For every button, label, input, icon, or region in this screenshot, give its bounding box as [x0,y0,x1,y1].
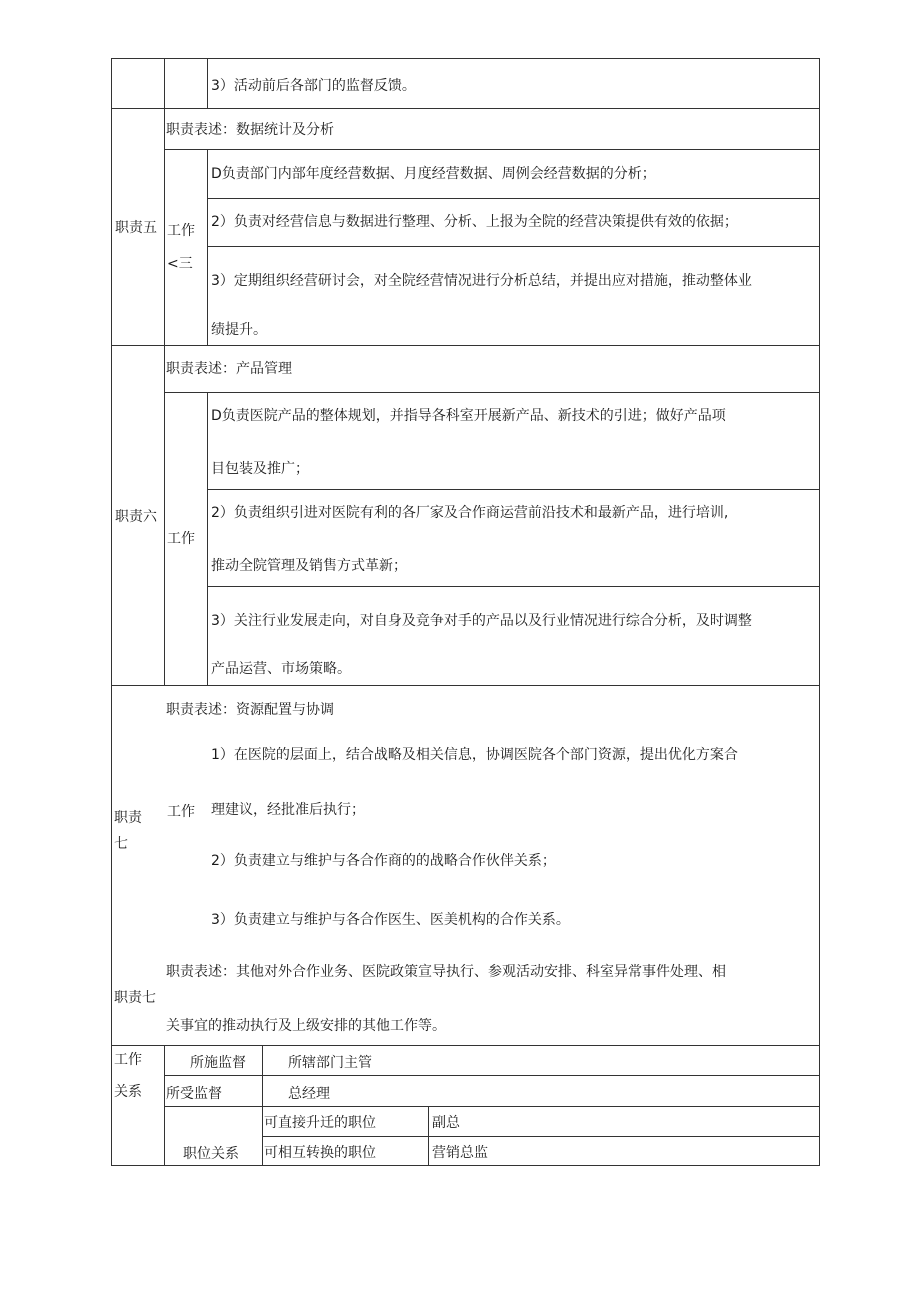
duty5-item-2: 2）负责对经营信息与数据进行整理、分析、上报为全院的经营决策提供有效的依据； [211,214,738,230]
position-divider [262,1136,820,1137]
promote-value: 副总 [432,1115,460,1131]
relations-label: 工作 [114,1052,142,1068]
col-divider-b [207,149,208,345]
relations-label-2: 关系 [114,1084,142,1100]
duty7-item-2: 2）负责建立与维护与各合作商的的战略合作伙伴关系； [211,853,556,869]
transfer-value: 营销总监 [432,1145,488,1161]
relation-divider [164,1075,820,1076]
duty7-work-label: 工作 [167,804,195,820]
row-divider [111,345,820,346]
duty7b-description: 职责表述：其他对外合作业务、医院政策宣导执行、参观活动安排、科室异常事件处理、相 [166,964,726,980]
item-divider [207,489,820,490]
duty6-item-1: D负责医院产品的整体规划，并指导各科室开展新产品、新技术的引进；做好产品项 [211,408,726,424]
duty5-item-1: D负责部门内部年度经营数据、月度经营数据、周例会经营数据的分析； [211,166,656,182]
relation-divider [164,1106,820,1107]
supervised-label: 所受监督 [166,1086,222,1102]
item-divider [207,246,820,247]
row-divider [111,685,820,686]
table-border-top [111,58,820,59]
duty6-item-2: 2）负责组织引进对医院有利的各厂家及合作商运营前沿技术和最新产品，进行培训, [211,505,729,521]
duty7-label: 职责 [114,810,142,826]
duty6-work-label: 工作 [167,531,195,547]
position-label: 职位关系 [183,1146,239,1162]
col-divider-a [164,58,165,108]
duty5-item-3: 3）定期组织经营研讨会，对全院经营情况进行分析总结，并提出应对措施，推动整体业 [211,273,752,289]
duty7-item-1-cont: 理建议，经批准后执行； [211,802,365,818]
duty6-item-3-cont: 产品运营、市场策略。 [211,661,351,677]
col-divider-a [164,108,165,345]
supervise-label: 所施监督 [190,1055,246,1071]
col-divider-b [207,392,208,685]
row-divider [111,1045,820,1046]
supervise-value: 所辖部门主管 [288,1055,372,1071]
duty5-work-label: 工作 [167,223,195,239]
duty7-item-3: 3）负责建立与维护与各合作医生、医美机构的合作关系。 [211,912,570,928]
duty6-item-3: 3）关注行业发展走向，对自身及竞争对手的产品以及行业情况进行综合分析，及时调整 [211,613,752,629]
item-divider [207,586,820,587]
top-item-3: 3）活动前后各部门的监督反馈。 [211,78,416,94]
duty6-label: 职责六 [115,509,157,525]
promote-label: 可直接升迁的职位 [264,1115,376,1131]
col-divider-b [207,58,208,108]
duty7b-description-cont: 关事宜的推动执行及上级安排的其他工作等。 [166,1018,446,1034]
item-divider [207,198,820,199]
table-border-left [111,58,112,1166]
duty7b-label: 职责七 [114,990,156,1006]
duty5-work-label-2: <三 [167,256,193,272]
duty7-item-1: 1）在医院的层面上，结合战略及相关信息，协调医院各个部门资源，提出优化方案合 [211,747,738,763]
desc-divider [164,149,820,150]
row-divider [111,108,820,109]
duty7-label-2: 七 [114,836,128,852]
duty6-item-2-cont: 推动全院管理及销售方式革新； [211,558,407,574]
col-divider-a [164,345,165,685]
desc-divider [164,392,820,393]
duty6-item-1-cont: 目包装及推广； [211,461,309,477]
duty7-description: 职责表述：资源配置与协调 [166,702,334,718]
duty5-label: 职责五 [115,220,157,236]
transfer-label: 可相互转换的职位 [264,1145,376,1161]
supervised-value: 总经理 [288,1086,330,1102]
duty5-description: 职责表述：数据统计及分析 [166,122,334,138]
table-border-bottom [111,1165,820,1166]
table-border-right [819,58,820,1166]
duty5-item-3-cont: 绩提升。 [211,322,267,338]
duty6-description: 职责表述：产品管理 [166,361,292,377]
